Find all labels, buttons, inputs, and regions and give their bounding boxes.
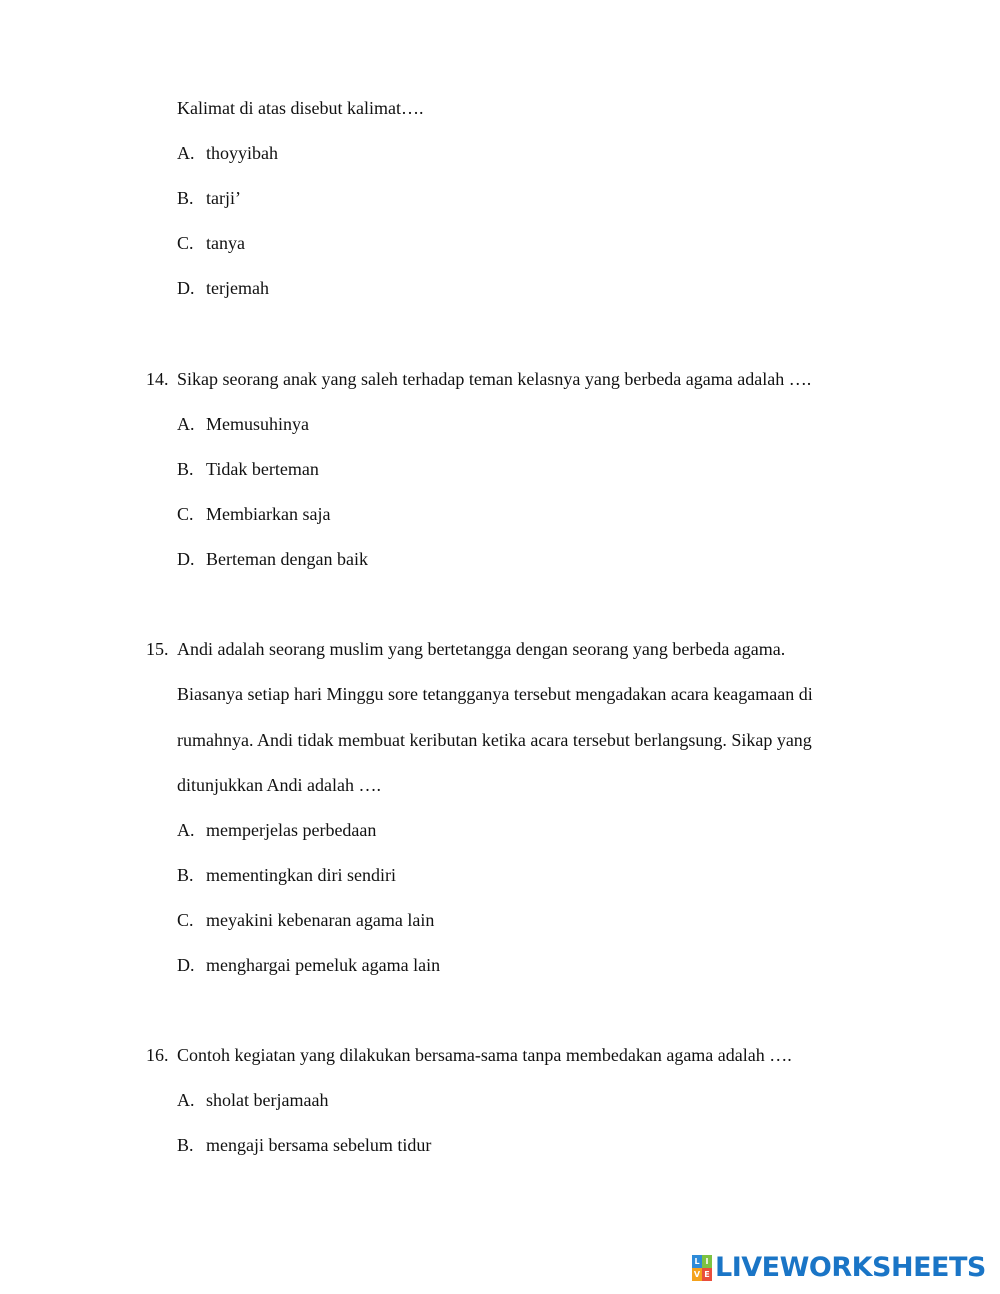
liveworksheets-logo: [692, 1253, 986, 1283]
option-letter: D.: [177, 955, 195, 975]
question-14-option-c[interactable]: [0, 503, 1000, 525]
question-15-stem-line: ditunjukkan Andi adalah ….: [177, 775, 381, 795]
question-number: 16.: [146, 1045, 169, 1065]
logo-text: LIVEWORKSHEETS: [715, 1252, 986, 1283]
option-text: tanya: [206, 233, 245, 253]
question-13-stem: Kalimat di atas disebut kalimat….: [177, 98, 424, 118]
option-text: Memusuhinya: [206, 414, 309, 434]
option-text: menghargai pemeluk agama lain: [206, 955, 441, 975]
option-text: Membiarkan saja: [206, 504, 331, 524]
option-text: tarji’: [206, 188, 241, 208]
question-13-option-b[interactable]: [0, 187, 1000, 209]
question-14-option-d[interactable]: [0, 548, 1000, 570]
option-letter: B.: [177, 865, 194, 885]
option-letter: D.: [177, 549, 195, 569]
option-text: thoyyibah: [206, 143, 278, 163]
question-16-stem-row: [0, 1044, 1000, 1066]
option-letter: B.: [177, 459, 194, 479]
question-15-stem-row: [0, 683, 1000, 705]
question-13-option-d[interactable]: [0, 277, 1000, 299]
option-letter: A.: [177, 143, 195, 163]
question-16-option-b[interactable]: [0, 1134, 1000, 1156]
option-text: mementingkan diri sendiri: [206, 865, 396, 885]
question-13-option-a[interactable]: [0, 142, 1000, 164]
option-text: Tidak berteman: [206, 459, 319, 479]
option-text: Berteman dengan baik: [206, 549, 368, 569]
question-number: 15.: [146, 639, 169, 659]
option-letter: C.: [177, 910, 194, 930]
question-15-option-b[interactable]: [0, 864, 1000, 886]
question-14-stem: Sikap seorang anak yang saleh terhadap teman kelasnya yang berbeda agama adalah ….: [177, 369, 812, 389]
option-letter: D.: [177, 278, 195, 298]
question-13-stem-row: [0, 97, 1000, 119]
question-15-stem-line: Andi adalah seorang muslim yang bertetangga dengan seorang yang berbeda agama.: [177, 639, 786, 659]
option-letter: A.: [177, 414, 195, 434]
option-text: terjemah: [206, 278, 269, 298]
question-15-stem-line: rumahnya. Andi tidak membuat keributan ketika acara tersebut berlangsung. Sikap yang: [177, 730, 812, 750]
question-15-stem-line: Biasanya setiap hari Minggu sore tetangganya tersebut mengadakan acara keagamaan di: [177, 684, 813, 704]
question-15-option-d[interactable]: [0, 954, 1000, 976]
option-letter: A.: [177, 1090, 195, 1110]
liveworksheets-logo-icon: L I V E: [692, 1255, 712, 1281]
question-16-option-a[interactable]: [0, 1089, 1000, 1111]
option-text: sholat berjamaah: [206, 1090, 329, 1110]
question-15-stem-row: [0, 774, 1000, 796]
option-letter: A.: [177, 820, 195, 840]
option-letter: C.: [177, 233, 194, 253]
option-letter: C.: [177, 504, 194, 524]
option-text: meyakini kebenaran agama lain: [206, 910, 435, 930]
question-15-stem-row: [0, 638, 1000, 660]
question-14-option-b[interactable]: [0, 458, 1000, 480]
option-text: mengaji bersama sebelum tidur: [206, 1135, 432, 1155]
option-text: memperjelas perbedaan: [206, 820, 377, 840]
question-16-stem: Contoh kegiatan yang dilakukan bersama-sama tanpa membedakan agama adalah ….: [177, 1045, 792, 1065]
option-letter: B.: [177, 1135, 194, 1155]
question-14-stem-row: [0, 368, 1000, 390]
question-14-option-a[interactable]: [0, 413, 1000, 435]
question-15-stem-row: [0, 729, 1000, 751]
question-15-option-a[interactable]: [0, 819, 1000, 841]
question-number: 14.: [146, 369, 169, 389]
question-13-option-c[interactable]: [0, 232, 1000, 254]
question-15-option-c[interactable]: [0, 909, 1000, 931]
option-letter: B.: [177, 188, 194, 208]
